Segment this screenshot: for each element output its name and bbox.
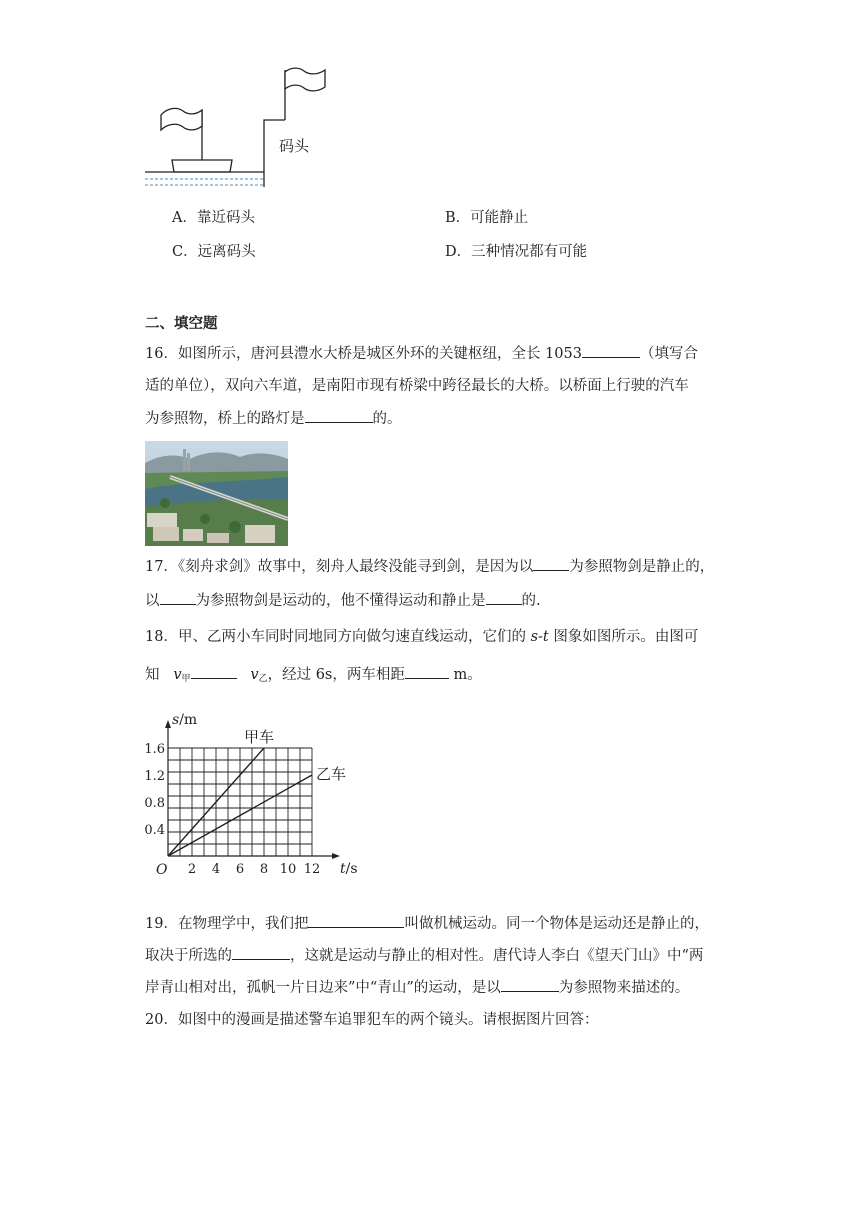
q17-blank-1 — [533, 556, 569, 571]
boat-dock-figure — [140, 60, 340, 200]
boat-flag-icon — [161, 108, 202, 130]
q16-line-2: 适的单位），双向六车道，是南阳市现有桥梁中跨径最长的大桥。以桥面上行驶的汽车 — [145, 378, 689, 394]
st-chart — [140, 700, 370, 880]
q19-line-1: 19．在物理学中，我们把 叫做机械运动。同一个物体是运动还是静止的， — [145, 913, 709, 934]
y-tick-label: 1.2 — [144, 769, 165, 784]
q17-blank-2 — [160, 590, 196, 605]
y-tick-label: 0.8 — [144, 796, 165, 811]
x-axis-arrow-icon — [332, 853, 340, 859]
q20-line-1: 20．如图中的漫画是描述警车追罪犯车的两个镜头。请根据图片回答： — [145, 1012, 599, 1028]
y-axis-arrow-icon — [165, 720, 171, 728]
option-a: A．靠近码头 — [172, 210, 255, 226]
bridge-photo — [145, 441, 288, 546]
q16-line-1: 16．如图所示，唐河县澧水大桥是城区外环的关键枢纽，全长 1053 （填写合 — [145, 343, 698, 364]
x-tick-label: 8 — [259, 862, 269, 877]
q18-line-1: 18．甲、乙两小车同时同地同方向做匀速直线运动，它们的 s-t 图象如图所示。由图可 — [145, 629, 699, 645]
q18-blank-2 — [405, 664, 449, 679]
q19-line-2: 取决于所选的 ，这就是运动与静止的相对性。唐代诗人李白《望天门山》中“两 — [145, 945, 703, 966]
x-tick-label: 2 — [187, 862, 197, 877]
x-tick-label: 10 — [279, 862, 297, 877]
dock-label: 码头 — [279, 137, 310, 155]
section-title: 二、填空题 — [145, 315, 218, 332]
option-b: B．可能静止 — [445, 210, 529, 226]
q17-line-1: 17．《刻舟求剑》故事中，刻舟人最终没能寻到剑，是因为以 为参照物剑是静止的， — [145, 556, 714, 577]
boat-icon — [172, 160, 232, 172]
series-label-2: 乙车 — [316, 765, 347, 783]
x-tick-label: 4 — [211, 862, 221, 877]
q17-blank-3 — [486, 590, 522, 605]
q18-blank-1 — [191, 664, 237, 679]
y-tick-label: 1.6 — [144, 742, 165, 757]
y-tick-label: 0.4 — [144, 823, 165, 838]
dock-flag-icon — [285, 68, 325, 91]
series-label-1: 甲车 — [244, 728, 275, 746]
x-axis-label: t/s — [340, 861, 358, 877]
q19-line-3: 岸青山相对出，孤帆一片日边来”中“青山”的运动，是以 为参照物来描述的。 — [145, 977, 689, 998]
q19-blank-3 — [501, 977, 559, 992]
x-tick-label: 12 — [303, 862, 321, 877]
origin-label: O — [156, 862, 168, 878]
q16-blank-2 — [305, 408, 373, 423]
q19-blank-1 — [308, 913, 404, 928]
q18-line-2: 知 $v_甲$ $v_乙$，经过 6s，两车相距 m。 — [145, 664, 482, 689]
y-axis-label: s/m — [172, 712, 198, 728]
q19-blank-2 — [232, 945, 290, 960]
option-d: D．三种情况都有可能 — [445, 244, 588, 260]
q16-blank-1 — [582, 343, 640, 358]
option-c: C．远离码头 — [172, 244, 256, 260]
q17-line-2: 以 为参照物剑是运动的，他不懂得运动和静止是 的. — [145, 590, 541, 611]
x-tick-label: 6 — [235, 862, 245, 877]
q16-line-3: 为参照物，桥上的路灯是 的。 — [145, 408, 402, 429]
